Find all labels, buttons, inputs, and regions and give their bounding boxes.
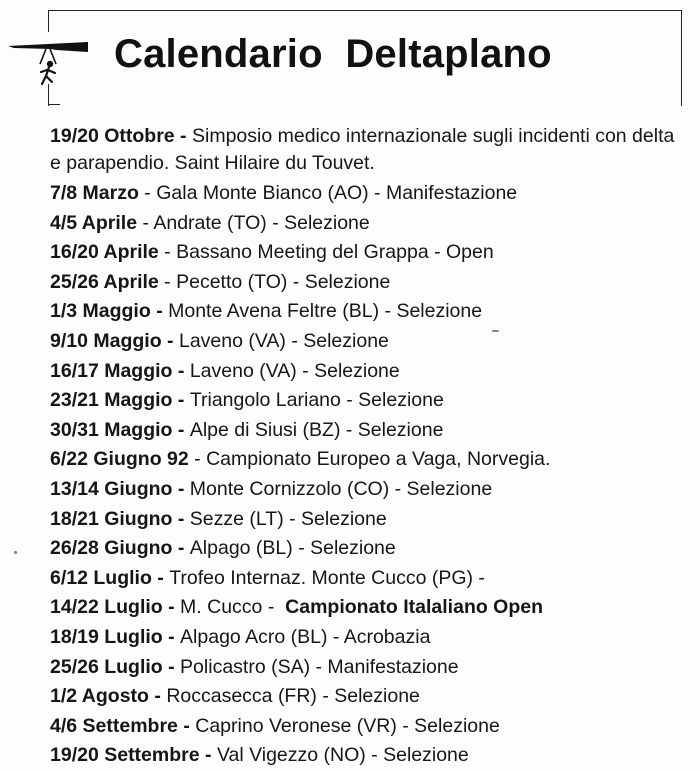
scan-speck <box>492 330 499 332</box>
scan-speck <box>14 551 17 554</box>
list-item: 14/22 Luglio - M. Cucco - Campionato Italaliano Open <box>50 596 544 619</box>
event-date: 19/20 Ottobre <box>50 125 175 147</box>
event-desc-highlight: Campionato Italaliano Open <box>285 596 544 619</box>
event-desc: Monte Avena Feltre (BL) - Selezione <box>168 300 483 323</box>
event-desc: Simposio medico internazionale sugli incidenti con delta e parapendio. Saint Hilaire du Touvet. <box>50 125 675 174</box>
event-date: 7/8 Marzo <box>50 182 139 204</box>
header-frame-left-top <box>48 10 49 32</box>
list-item: 1/2 Agosto - Roccasecca (FR) - Selezione <box>50 685 420 708</box>
list-item: 25/26 Luglio - Policastro (SA) - Manifestazione <box>50 655 459 678</box>
list-item: 23/21 Maggio - Triangolo Lariano - Selezione <box>50 389 444 412</box>
event-desc: Pecetto (TO) - Selezione <box>176 270 391 293</box>
event-date: 6/22 Giugno 92 <box>50 448 189 471</box>
event-date: 1/3 Maggio <box>50 300 151 323</box>
list-item: 1/3 Maggio - Monte Avena Feltre (BL) - Selezione <box>50 300 483 323</box>
list-item: 4/5 Aprile - Andrate (TO) - Selezione <box>50 211 370 234</box>
event-date: 16/20 Aprile <box>50 241 159 264</box>
event-desc: Sezze (LT) - Selezione <box>189 507 387 530</box>
event-desc: Triangolo Lariano - Selezione <box>189 389 444 412</box>
event-desc: Alpago Acro (BL) - Acrobazia <box>180 625 431 648</box>
event-desc: M. Cucco - <box>180 596 275 619</box>
list-item: 19/20 Settembre - Val Vigezzo (NO) - Selezione <box>50 744 469 767</box>
event-date: 23/21 Maggio <box>50 389 173 412</box>
list-item: 16/20 Aprile - Bassano Meeting del Grappa - Open <box>50 241 494 264</box>
event-desc: Laveno (VA) - Selezione <box>178 329 389 352</box>
event-date: 4/6 Settembre <box>50 714 178 737</box>
event-date: 14/22 Luglio <box>50 596 163 619</box>
event-desc: Caprino Veronese (VR) - Selezione <box>195 714 500 737</box>
hang-glider-pilot-icon <box>6 34 90 90</box>
header-frame-bottom <box>48 104 60 105</box>
list-item: 18/19 Luglio - Alpago Acro (BL) - Acrobazia <box>50 625 431 648</box>
event-desc: Andrate (TO) - Selezione <box>153 211 370 234</box>
event-desc: Campionato Europeo a Vaga, Norvegia. <box>206 448 551 471</box>
event-desc: Val Vigezzo (NO) - Selezione <box>216 744 469 767</box>
list-item: 7/8 Marzo - Gala Monte Bianco (AO) - Manifestazione <box>50 182 518 204</box>
event-desc: Laveno (VA) - Selezione <box>189 359 400 382</box>
event-desc: Policastro (SA) - Manifestazione <box>180 655 459 678</box>
event-date: 18/21 Giugno <box>50 507 173 530</box>
event-date: 16/17 Maggio <box>50 359 173 382</box>
list-item: 26/28 Giugno - Alpago (BL) - Selezione <box>50 537 396 560</box>
list-item: 18/21 Giugno - Sezze (LT) - Selezione <box>50 507 387 530</box>
event-date: 26/28 Giugno <box>50 537 173 560</box>
event-date: 30/31 Maggio <box>50 418 173 441</box>
event-list <box>50 123 690 771</box>
page-title: Calendario Deltaplano <box>114 32 552 76</box>
event-date: 1/2 Agosto <box>50 685 149 708</box>
event-desc: Roccasecca (FR) - Selezione <box>166 685 420 708</box>
list-item: 16/17 Maggio - Laveno (VA) - Selezione <box>50 359 400 382</box>
event-date: 19/20 Settembre <box>50 744 200 767</box>
event-date: 18/19 Luglio <box>50 625 163 648</box>
list-item: 6/22 Giugno 92 - Campionato Europeo a Vaga, Norvegia. <box>50 448 551 471</box>
event-desc: Monte Cornizzolo (CO) - Selezione <box>189 477 493 500</box>
list-item: 13/14 Giugno - Monte Cornizzolo (CO) - Selezione <box>50 477 493 500</box>
list-item: 9/10 Maggio - Laveno (VA) - Selezione <box>50 329 389 352</box>
event-date: 13/14 Giugno <box>50 477 173 500</box>
list-item: 4/6 Settembre - Caprino Veronese (VR) - Selezione <box>50 714 500 737</box>
event-desc: Trofeo Internaz. Monte Cucco (PG) - <box>169 566 485 589</box>
list-item: 6/12 Luglio - Trofeo Internaz. Monte Cucco (PG) - <box>50 566 485 589</box>
list-item: 19/20 Ottobre - Simposio medico internazionale sugli incidenti con delta e parapendio. Saint Hilaire du Touvet. <box>50 125 675 174</box>
event-date: 9/10 Maggio <box>50 329 162 352</box>
list-item: 25/26 Aprile - Pecetto (TO) - Selezione <box>50 270 391 293</box>
list-item: 30/31 Maggio - Alpe di Siusi (BZ) - Selezione <box>50 418 444 441</box>
event-desc: Bassano Meeting del Grappa - Open <box>176 241 494 264</box>
event-desc: Alpago (BL) - Selezione <box>189 537 396 560</box>
event-date: 6/12 Luglio <box>50 566 152 589</box>
event-desc: Alpe di Siusi (BZ) - Selezione <box>189 418 444 441</box>
event-date: 25/26 Aprile <box>50 270 159 293</box>
event-date: 25/26 Luglio <box>50 655 163 678</box>
event-desc: Gala Monte Bianco (AO) - Manifestazione <box>156 182 518 204</box>
event-date: 4/5 Aprile <box>50 211 138 234</box>
